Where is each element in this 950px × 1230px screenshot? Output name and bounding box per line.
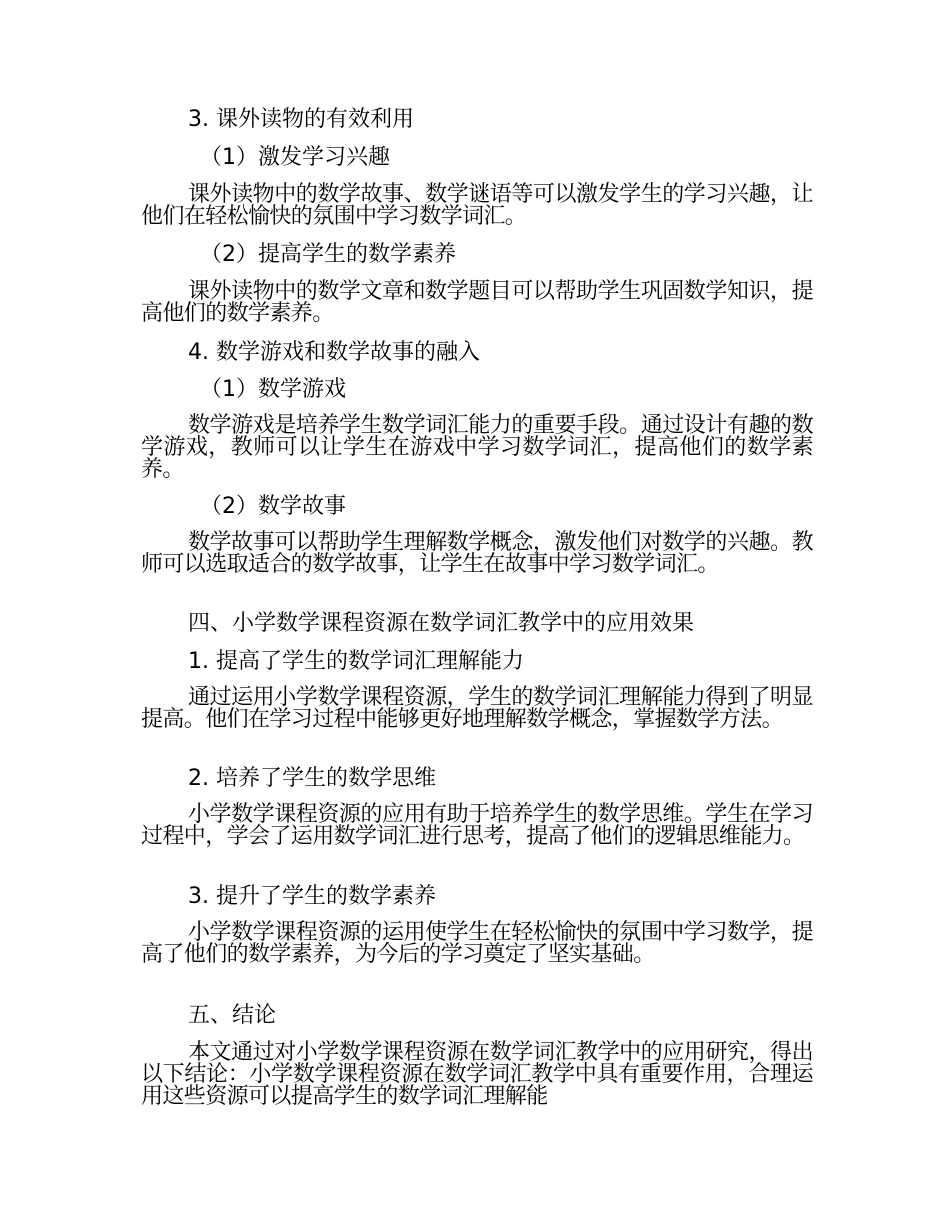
subheading-math-stories: （2）数学故事	[200, 494, 346, 519]
section-title-application-effects: 四、小学数学课程资源在数学词汇教学中的应用效果	[188, 611, 695, 636]
heading-math-literacy: 3. 提升了学生的数学素养	[188, 884, 436, 909]
heading-math-thinking: 2. 培养了学生的数学思维	[188, 766, 436, 791]
paragraph-understanding-ability: 通过运用小学数学课程资源，学生的数学词汇理解能力得到了明显提高。他们在学习过程中能够更好地理解数学概念，掌握数学方法。	[141, 685, 813, 732]
heading-understanding-ability: 1. 提高了学生的数学词汇理解能力	[188, 649, 524, 674]
paragraph-improve-literacy: 课外读物中的数学文章和数学题目可以帮助学生巩固数学知识，提高他们的数学素养。	[141, 279, 813, 326]
heading-reading-materials: 3. 课外读物的有效利用	[188, 107, 414, 132]
paragraph-math-thinking: 小学数学课程资源的应用有助于培养学生的数学思维。学生在学习过程中，学会了运用数学词汇进行思考，提高了他们的逻辑思维能力。	[141, 802, 813, 849]
paragraph-stimulate-interest: 课外读物中的数学故事、数学谜语等可以激发学生的学习兴趣，让他们在轻松愉快的氛围中学习数学词汇。	[141, 182, 813, 229]
paragraph-math-stories: 数学故事可以帮助学生理解数学概念，激发他们对数学的兴趣。教师可以选取适合的数学故事，让学生在故事中学习数学词汇。	[141, 530, 813, 577]
paragraph-math-games: 数学游戏是培养学生数学词汇能力的重要手段。通过设计有趣的数学游戏，教师可以让学生在游戏中学习数学词汇，提高他们的数学素养。	[141, 413, 813, 482]
subheading-stimulate-interest: （1）激发学习兴趣	[200, 145, 390, 170]
paragraph-math-literacy: 小学数学课程资源的运用使学生在轻松愉快的氛围中学习数学，提高了他们的数学素养，为今后的学习奠定了坚实基础。	[141, 920, 813, 967]
subheading-improve-literacy: （2）提高学生的数学素养	[200, 242, 456, 267]
paragraph-conclusion: 本文通过对小学数学课程资源在数学词汇教学中的应用研究，得出以下结论：小学数学课程资源在数学词汇教学中具有重要作用，合理运用这些资源可以提高学生的数学词汇理解能	[141, 1040, 813, 1109]
section-title-conclusion: 五、结论	[188, 1003, 277, 1028]
heading-games-and-stories: 4. 数学游戏和数学故事的融入	[188, 340, 480, 365]
subheading-math-games: （1）数学游戏	[200, 377, 346, 402]
